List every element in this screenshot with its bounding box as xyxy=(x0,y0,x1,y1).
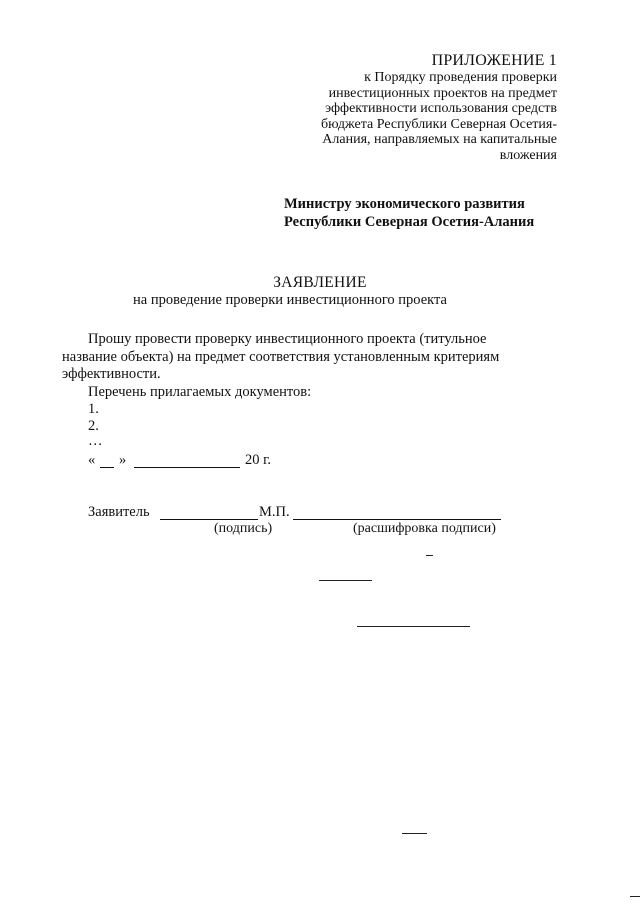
decoding-blank xyxy=(293,519,501,520)
scan-mark xyxy=(630,896,640,897)
date-month-blank xyxy=(134,467,240,468)
date-close-quote: » xyxy=(119,452,127,468)
appendix-line: бюджета Республики Северная Осетия- xyxy=(321,116,557,132)
scan-mark xyxy=(357,626,470,627)
appendix-line: вложения xyxy=(499,147,557,163)
signature-caption: (подпись) xyxy=(214,521,273,536)
document-title: ЗАЯВЛЕНИЕ xyxy=(273,274,367,291)
documents-item: … xyxy=(88,433,103,449)
documents-item: 1. xyxy=(88,401,99,417)
documents-item: 2. xyxy=(88,418,99,434)
addressee xyxy=(284,195,534,231)
request-paragraph xyxy=(62,331,542,384)
date-year-suffix: 20 г. xyxy=(245,452,272,468)
addressee-line-2: Республики Северная Осетия-Алания xyxy=(284,214,535,230)
decoding-caption: (расшифровка подписи) xyxy=(353,521,496,536)
signature-blank xyxy=(160,519,258,520)
seal-label: М.П. xyxy=(259,504,290,520)
scan-mark xyxy=(402,833,427,834)
date-open-quote: « xyxy=(88,452,96,468)
appendix-line: Алания, направляемых на капитальные xyxy=(322,132,557,148)
applicant-label: Заявитель xyxy=(88,504,150,520)
addressee-line-1: Министру экономического развития xyxy=(284,196,525,212)
scan-mark xyxy=(426,555,433,556)
scan-mark xyxy=(319,580,372,581)
appendix-line: эффективности использования средств xyxy=(325,101,557,117)
date-day-blank xyxy=(100,467,114,468)
appendix-line: к Порядку проведения проверки xyxy=(364,70,557,85)
appendix-title: ПРИЛОЖЕНИЕ 1 xyxy=(431,52,557,69)
request-text: Прошу провести проверку инвестиционного проекта (титульное название объекта) на предмет соответствия установленным критериям эффективности. xyxy=(62,331,500,382)
appendix-line: инвестиционных проектов на предмет xyxy=(328,85,557,101)
documents-heading: Перечень прилагаемых документов: xyxy=(88,384,312,400)
appendix-block xyxy=(321,52,557,164)
document-subtitle: на проведение проверки инвестиционного проекта xyxy=(133,292,447,308)
